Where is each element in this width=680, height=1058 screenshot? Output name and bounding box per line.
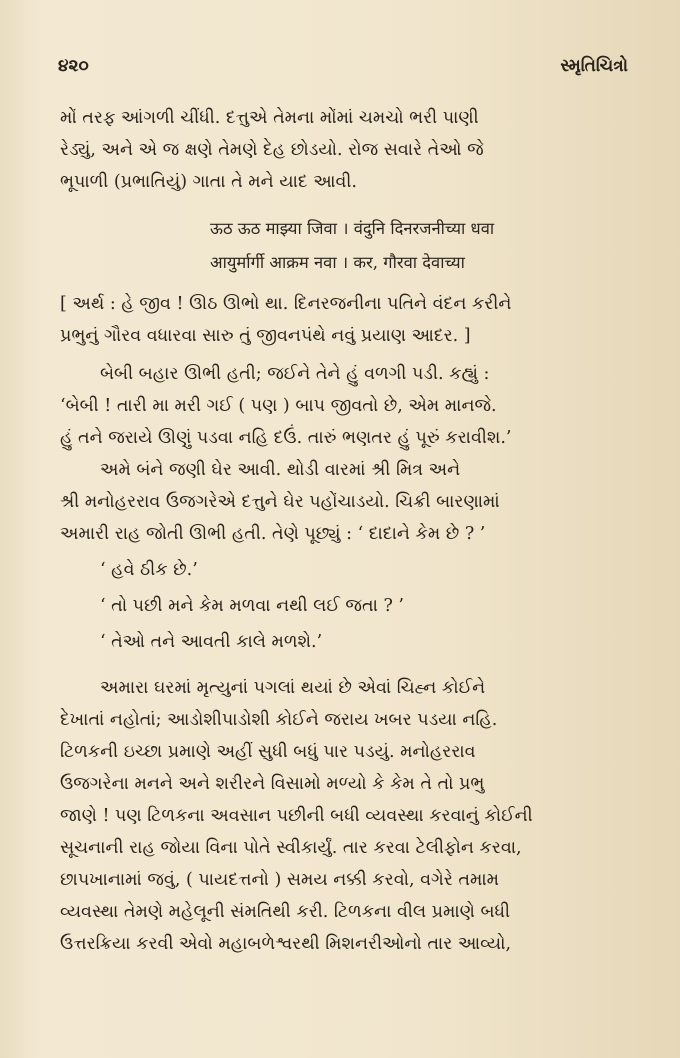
running-title: સ્મૃતિચિત્રો	[560, 56, 628, 76]
dialogue-line: ‘ તો પછી મને કેમ મળવા નથી લઈ જતા ? ’	[100, 596, 404, 616]
dialogue-line: ‘ હવે ઠીક છે.’	[100, 560, 198, 580]
paragraph-gap	[60, 658, 632, 672]
text-line: [ અર્થ : હે જીવ ! ઊઠ ઊભો થા. દિનરજનીના પતિને વંદન કરીને	[60, 294, 512, 314]
paragraph-2	[60, 358, 632, 454]
page-header	[58, 56, 628, 86]
text-line: દેખાતાં નહોતાં; આડોશીપાડોશી કોઈને જરાય ખબર પડયા નહિ.	[60, 710, 498, 730]
text-line: ભૂપાળી (પ્રભાતિયું) ગાતા તે મને યાદ આવી.	[60, 172, 357, 192]
dialogue-line: ‘ તેઓ તને આવતી કાલે મળશે.’	[100, 632, 323, 652]
text-line: અમે બંને જણી ઘેર આવી. થોડી વારમાં શ્રી મિત્ર અને	[100, 460, 461, 480]
text-line: પ્રભુનું ગૌરવ વધારવા સારુ તું જીવનપંથે નવું પ્રયાણ આદર. ]	[60, 326, 471, 346]
page-number: ૪૨૦	[58, 56, 89, 76]
paragraph-3	[60, 454, 632, 550]
paragraph-1	[60, 102, 632, 198]
text-line: હું તને જરાયે ઊણું પડવા નહિ દઉં. તારું ભણતર હું પૂરું કરાવીશ.’	[60, 428, 512, 448]
verse-line: आयुर्मार्गी आक्रम नवा । कर, गौरवा देवाच्या	[210, 253, 465, 272]
text-line: ઉત્તરક્રિયા કરવી એવો મહાબળેશ્વરથી મિશનરીઓનો તાર આવ્યો,	[60, 934, 512, 954]
text-line: જાણે ! પણ ટિળકના અવસાન પછીની બધી વ્યવસ્થા કરવાનું કોઈની	[60, 806, 533, 826]
text-line: રેડ્યું, અને એ જ ક્ષણે તેમણે દેહ છોડયો. રોજ સવારે તેઓ જે	[60, 140, 484, 160]
text-line: ટિળકની ઇચ્છા પ્રમાણે અહીં સુધી બધું પાર પડયું. મનોહરરાવ	[60, 742, 476, 762]
text-line: મોં તરફ આંગળી ચીંધી. દત્તુએ તેમના મોંમાં ચમચો ભરી પાણી	[60, 108, 479, 128]
text-line: બેબી બહાર ઊભી હતી; જઈને તેને હું વળગી પડી. કહ્યું :	[100, 364, 490, 384]
marathi-verse	[60, 212, 632, 280]
paragraph-4	[60, 672, 632, 960]
text-line: ‘બેબી ! તારી મા મરી ગઈ ( પણ ) બાપ જીવતો છે, એમ માનજે.	[60, 396, 497, 416]
text-line: અમારા ઘરમાં મૃત્યુનાં પગલાં થયાં છે એવાં ચિહ્ન કોઈને	[100, 678, 486, 698]
text-line: સૂચનાની રાહ જોયા વિના પોતે સ્વીકાર્યું. તાર કરવા ટેલીફોન કરવા,	[60, 838, 522, 858]
text-line: અમારી રાહ જોતી ઊભી હતી. તેણે પૂછ્યું : ‘ દાદાને કેમ છે ? ’	[60, 524, 486, 544]
page-body	[60, 102, 632, 960]
text-line: ઉજગરેના મનને અને શરીરને વિસામો મળ્યો કે કેમ તે તો પ્રભુ	[60, 774, 485, 794]
text-line: શ્રી મનોહરરાવ ઉજગરેએ દત્તુને ઘેર પહોંચાડયો. ચિક્રી બારણામાં	[60, 492, 500, 512]
text-line: વ્યવસ્થા તેમણે મહેલૂની સંમતિથી કરી. ટિળકના વીલ પ્રમાણે બધી	[60, 902, 511, 922]
verse-meaning	[60, 288, 632, 352]
text-line: છાપખાનામાં જવું, ( પાયદત્તનો ) સમય નક્કી કરવો, વગેરે તમામ	[60, 870, 499, 890]
verse-line: ऊठ ऊठ माझ्या जिवा । वंदुनि दिनरजनीच्या धवा	[210, 219, 495, 238]
